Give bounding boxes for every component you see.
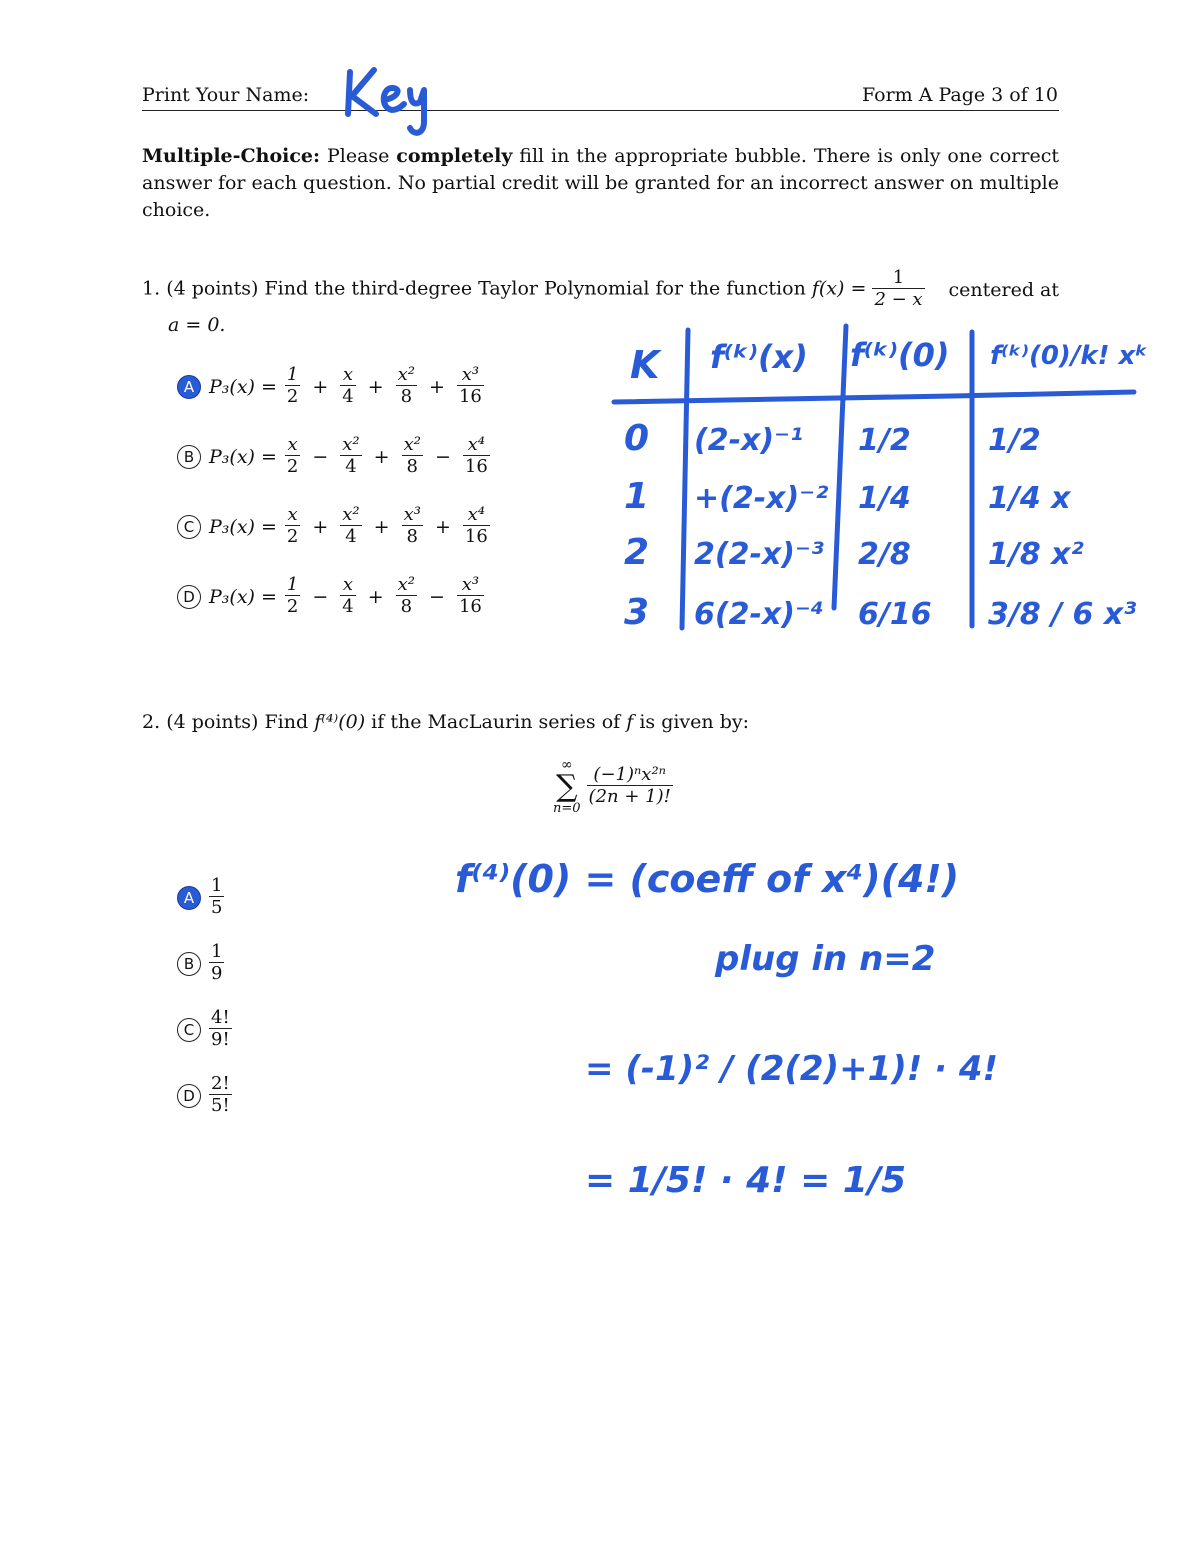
- q2-prompt-a: Find: [264, 711, 309, 733]
- q2-choice-fraction: [209, 942, 224, 985]
- q2-bubble-a[interactable]: A: [177, 886, 201, 910]
- table-col-divider-1: [682, 330, 688, 628]
- work-cell-r2-c2: 2/8: [858, 537, 911, 572]
- work-cell-r1-c2: 1/4: [858, 481, 911, 516]
- choice-den: 9!: [211, 1029, 230, 1050]
- work-cell-r2-c1: 2(2-x)⁻³: [694, 537, 824, 572]
- work-cell-r3-c3: 3/8 / 6 x³: [988, 597, 1137, 632]
- term-num: x: [342, 574, 354, 595]
- q1-fraction-den: 2 − x: [874, 289, 923, 310]
- q1-term-fraction: [463, 435, 490, 478]
- work-cell-r3-c1: 6(2-x)⁻⁴: [694, 597, 824, 632]
- term-den: 8: [402, 455, 423, 478]
- term-den: 4: [340, 455, 361, 478]
- series-den: (2n + 1)!: [588, 786, 671, 807]
- term-den: 4: [342, 386, 354, 407]
- q2-f: f: [626, 711, 634, 733]
- q1-operator: +: [373, 445, 390, 468]
- instructions-text-b: fill in the appropriate bubble. There is only one correct answer for each question. No partial credit will be granted for an incorrect answer on multiple choice.: [142, 145, 1059, 221]
- q1-term-fraction: [457, 365, 484, 408]
- q1-prompt: Find the third-degree Taylor Polynomial for the function: [264, 277, 806, 300]
- choice-den: 5: [211, 897, 223, 918]
- q1-term-fraction: [340, 575, 355, 618]
- q2-work: [455, 830, 1015, 1230]
- instructions-lead: Multiple-Choice:: [142, 145, 321, 167]
- series-num: (−1)ⁿx²ⁿ: [593, 764, 666, 785]
- question-2: [142, 708, 1059, 736]
- q2-bubble-d[interactable]: D: [177, 1084, 201, 1108]
- choice-num: 2!: [211, 1073, 230, 1094]
- table-header-k: K: [630, 343, 660, 387]
- term-den: 2: [286, 456, 299, 477]
- work-line-1: f⁽⁴⁾(0) = (coeff of x⁴)(4!): [455, 857, 960, 901]
- q2-prompt-c: is given by:: [639, 711, 749, 733]
- q1-fraction-num: 1: [892, 267, 905, 288]
- q1-choice-lhs: P₃(x) =: [209, 585, 277, 608]
- q2-prompt-b: if the MacLaurin series of: [371, 711, 621, 733]
- series-fraction: [587, 765, 673, 808]
- term-den: 4: [342, 596, 354, 617]
- q2-choice-fraction: [209, 1074, 232, 1117]
- sum-lower: n=0: [553, 801, 581, 816]
- q1-term-fraction: [285, 575, 300, 618]
- table-header-fkx: f⁽ᵏ⁾(x): [710, 338, 808, 376]
- instructions: [142, 143, 1059, 224]
- term-den: 16: [464, 526, 488, 547]
- handwritten-name: [340, 62, 450, 142]
- term-num: x²: [342, 504, 360, 525]
- q1-operator: +: [373, 515, 390, 538]
- work-cell-r0-c1: (2-x)⁻¹: [694, 423, 804, 458]
- q1-operator: +: [312, 515, 329, 538]
- q1-term-fraction: [285, 435, 300, 478]
- q2-choice-b: [177, 942, 224, 985]
- q1-term-fraction: [340, 505, 361, 548]
- term-num: x²: [397, 364, 416, 385]
- choice-den: 9: [211, 963, 223, 984]
- q1-prompt-end: centered at: [948, 278, 1059, 301]
- choice-num: 1: [211, 875, 223, 896]
- term-num: x⁴: [467, 504, 486, 525]
- q1-term-fraction: [402, 505, 423, 548]
- q1-operator: +: [312, 375, 329, 398]
- term-num: x: [342, 364, 354, 385]
- q1-term-fraction: [285, 505, 300, 548]
- q1-operator: +: [367, 375, 384, 398]
- q1-choice-c: [177, 505, 490, 548]
- q2-points: (4 points): [166, 711, 259, 733]
- term-den: 8: [396, 385, 417, 408]
- work-cell-r2-c0: 2: [624, 532, 650, 573]
- q2-bubble-c[interactable]: C: [177, 1018, 201, 1042]
- q1-choice-b: [177, 435, 490, 478]
- q2-number: 2.: [142, 711, 161, 733]
- name-label: Print Your Name:: [142, 84, 310, 106]
- q1-work-table: [610, 318, 1148, 648]
- term-den: 16: [458, 596, 482, 617]
- header-rule: [142, 110, 1059, 111]
- q1-term-fraction: [396, 365, 417, 408]
- work-cell-r3-c2: 6/16: [858, 597, 932, 632]
- q1-term-fraction: [463, 505, 490, 548]
- q1-operator: −: [312, 445, 329, 468]
- q1-term-fraction: [340, 435, 361, 478]
- q1-choice-d: [177, 575, 484, 618]
- term-den: 8: [402, 525, 423, 548]
- term-num: x²: [397, 574, 416, 595]
- q2-choice-d: [177, 1074, 232, 1117]
- work-cell-r1-c3: 1/4 x: [988, 481, 1071, 516]
- q1-choice-lhs: P₃(x) =: [209, 515, 277, 538]
- q1-term-fraction: [402, 435, 423, 478]
- work-cell-r1-c1: +(2-x)⁻²: [694, 481, 829, 516]
- work-line-3: = (-1)² / (2(2)+1)! · 4!: [585, 1049, 999, 1089]
- q1-function: f(x) =: [811, 277, 867, 300]
- sum-upper: ∞: [560, 757, 573, 773]
- term-den: 2: [286, 526, 299, 547]
- term-den: 8: [396, 595, 417, 618]
- q1-choice-a: [177, 365, 484, 408]
- work-line-4: = 1/5! · 4! = 1/5: [585, 1160, 907, 1201]
- q1-bubble-b[interactable]: B: [177, 445, 201, 469]
- term-den: 2: [286, 596, 299, 617]
- choice-num: 4!: [211, 1007, 230, 1028]
- work-line-2: plug in n=2: [715, 939, 936, 979]
- term-num: x³: [461, 364, 480, 385]
- term-num: x²: [342, 434, 360, 455]
- term-num: x⁴: [467, 434, 486, 455]
- table-header-rule: [614, 392, 1134, 402]
- q1-number: 1.: [142, 277, 161, 300]
- instructions-text-a: Please: [320, 145, 397, 167]
- q1-operator: −: [434, 445, 451, 468]
- work-cell-r2-c3: 1/8 x²: [988, 537, 1084, 572]
- term-num: x³: [461, 574, 480, 595]
- q1-bubble-c[interactable]: C: [177, 515, 201, 539]
- instructions-emphasis: completely: [396, 145, 513, 167]
- q1-choice-lhs: P₃(x) =: [209, 375, 277, 398]
- q1-term-fraction: [396, 575, 417, 618]
- term-den: 2: [286, 386, 299, 407]
- q2-choice-a: [177, 876, 224, 919]
- table-header-term: f⁽ᵏ⁾(0)/k! xᵏ: [990, 341, 1148, 371]
- q1-operator: +: [434, 515, 451, 538]
- q1-operator: +: [429, 375, 445, 398]
- work-cell-r0-c2: 1/2: [858, 423, 911, 458]
- term-num: x: [287, 504, 298, 525]
- work-cell-r0-c0: 0: [624, 418, 650, 459]
- q2-choice-fraction: [209, 1008, 232, 1051]
- q1-operator: −: [429, 585, 445, 608]
- sigma-symbol: ∑: [556, 769, 578, 804]
- q1-bubble-a[interactable]: A: [177, 375, 201, 399]
- q2-bubble-b[interactable]: B: [177, 952, 201, 976]
- work-cell-r1-c0: 1: [624, 476, 650, 517]
- work-cell-r0-c3: 1/2: [988, 423, 1041, 458]
- q1-points: (4 points): [166, 277, 259, 300]
- q1-center: a = 0.: [168, 314, 226, 336]
- form-page-label: Form A Page 3 of 10: [861, 84, 1058, 106]
- q2-series: [553, 758, 673, 815]
- q2-f4: f⁽⁴⁾(0): [314, 711, 366, 733]
- term-num: 1: [286, 364, 299, 385]
- term-den: 16: [458, 386, 482, 407]
- term-num: x²: [403, 434, 421, 455]
- term-num: x: [287, 434, 298, 455]
- table-col-divider-2: [834, 326, 846, 608]
- q1-operator: −: [312, 585, 329, 608]
- q1-operator: +: [367, 585, 384, 608]
- q1-function-fraction: [872, 268, 924, 311]
- choice-num: 1: [211, 941, 223, 962]
- term-den: 16: [464, 456, 488, 477]
- q2-choice-fraction: [209, 876, 224, 919]
- work-cell-r3-c0: 3: [624, 592, 650, 633]
- q1-term-fraction: [285, 365, 300, 408]
- term-num: 1: [286, 574, 299, 595]
- term-num: x³: [403, 504, 421, 525]
- q1-bubble-d[interactable]: D: [177, 585, 201, 609]
- q1-term-fraction: [340, 365, 355, 408]
- q1-choice-lhs: P₃(x) =: [209, 445, 277, 468]
- term-den: 4: [340, 525, 361, 548]
- q1-term-fraction: [457, 575, 484, 618]
- table-header-fk0: f⁽ᵏ⁾(0): [850, 336, 950, 374]
- choice-den: 5!: [211, 1095, 230, 1116]
- q2-choice-c: [177, 1008, 232, 1051]
